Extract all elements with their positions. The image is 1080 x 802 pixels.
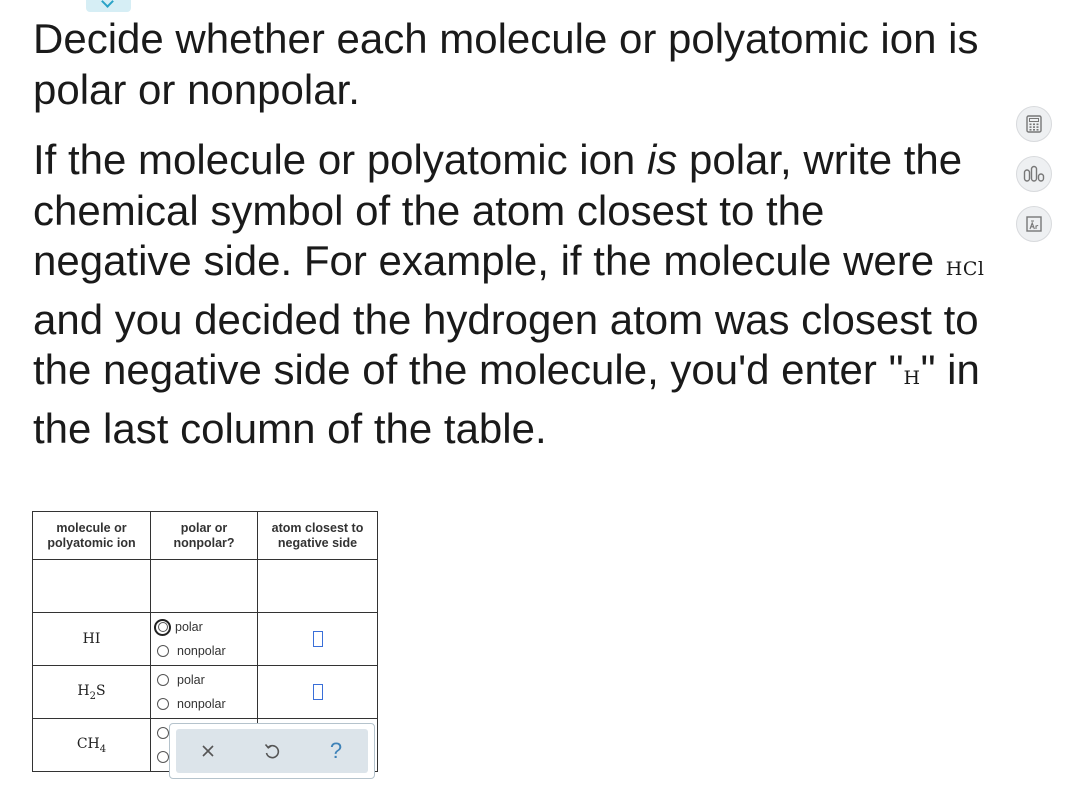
option-label: nonpolar [177,644,226,658]
data-button[interactable] [1016,156,1052,192]
action-bar-inner [176,729,368,773]
option-nonpolar[interactable] [157,639,257,663]
molecule-formula: $CH_4$ [33,719,151,772]
question-text [33,14,993,454]
option-nonpolar[interactable] [157,692,257,716]
instruction-line: Decide whether each molecule or polyatomic ion is polar or nonpolar. [33,15,979,113]
periodic-table-icon [1025,215,1043,233]
atom-answer-cell [258,666,378,719]
radio-nonpolar[interactable] [157,645,169,657]
radio-nonpolar[interactable] [157,751,169,763]
radio-polar[interactable] [157,727,169,739]
example-answer: H [903,367,921,389]
polarity-options [151,613,258,666]
tool-sidebar [1016,106,1054,256]
help-icon: ? [329,738,343,763]
example-formula: HCl [945,258,985,280]
polarity-options [151,666,258,719]
option-label: nonpolar [177,697,226,711]
option-polar[interactable] [157,668,257,692]
instruction-emphasis: is [646,136,678,183]
close-icon [201,744,215,758]
undo-button[interactable] [252,731,292,771]
atom-answer-input[interactable] [313,684,323,700]
instruction-text-a: If the molecule or polyatomic ion [33,136,647,183]
calculator-button[interactable] [1016,106,1052,142]
header-atom: atom closest to negative side [258,512,378,560]
calculator-icon [1025,115,1043,133]
action-bar [169,723,375,779]
radio-polar[interactable] [154,619,171,636]
atom-answer-input[interactable] [313,631,323,647]
table-row [33,666,378,719]
undo-icon [263,742,281,760]
option-polar[interactable] [157,615,257,639]
instruction-detail [33,135,993,454]
option-label: polar [177,673,205,687]
option-label: polar [175,620,203,634]
header-molecule: molecule or polyatomic ion [33,512,151,560]
instruction-text-c: and you decided the hydrogen atom was closest to the negative side of the molecule, you'd enter " [33,295,979,393]
molecule-formula: HI [33,613,151,666]
instruction-text-b: polar, write the chemical symbol of the atom closest to the negative side. For example, if the molecule were [33,136,963,284]
clear-button[interactable] [188,731,228,771]
instruction-text-d: " in the last column of the table. [33,346,980,452]
periodic-table-button[interactable] [1016,206,1052,242]
table-row [33,613,378,666]
collapse-tab[interactable] [86,0,131,12]
data-chart-icon [1023,165,1045,183]
header-polarity: polar or nonpolar? [151,512,258,560]
radio-nonpolar[interactable] [157,698,169,710]
chevron-down-icon [101,0,114,8]
radio-polar[interactable] [157,674,169,686]
help-button[interactable] [316,731,356,771]
atom-answer-cell [258,613,378,666]
molecule-formula: $H_2S$ [33,666,151,719]
